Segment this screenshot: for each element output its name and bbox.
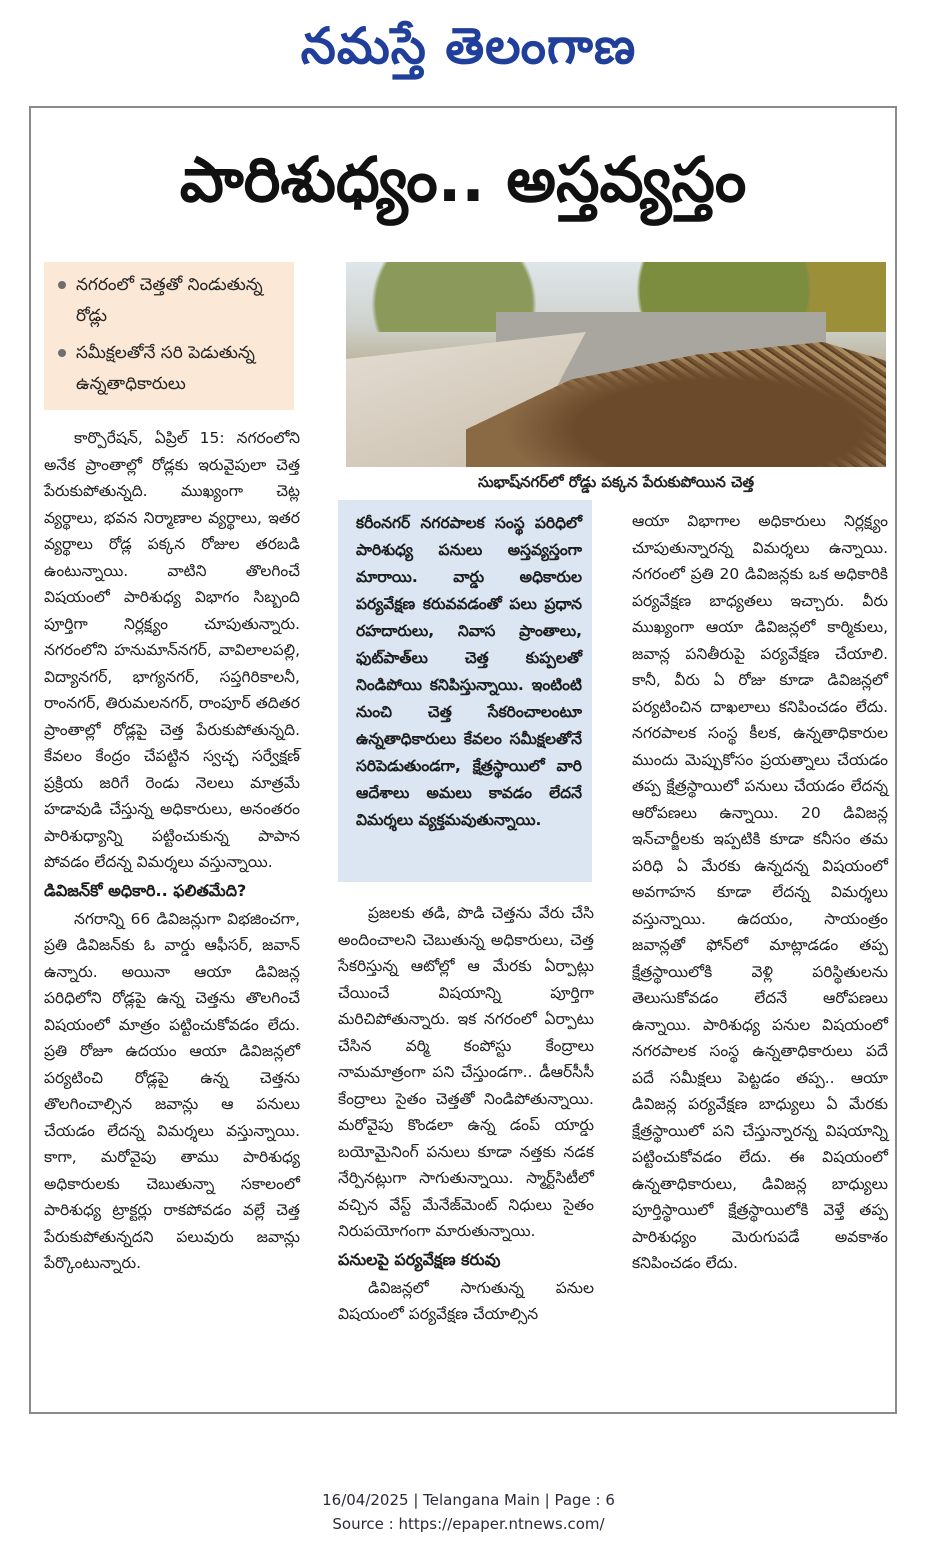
newspaper-masthead: నమస్తే తెలంగాణ bbox=[300, 17, 637, 75]
article-column-2 bbox=[338, 900, 594, 1390]
paragraph: కార్పొరేషన్‌, ఏప్రిల్‌ 15: నగరంలోని అనేక ప్రాంతాల్లో రోడ్లకు ఇరువైపులా చెత్త పేరుకుపోతున్నది. ముఖ్యంగా చెట్ల వ్యర్థాలు, భవన నిర్మాణాల వ్యర్థాలు, ఇతర వ్యర్థాలు రోడ్ల పక్కన రోజుల తరబడి ఉంటున్నాయి. వాటిని తొలగించే విషయంలో పారిశుధ్య విభాగం సిబ్బంది పూర్తిగా నిర్లక్ష్యం చూపుతున్నారు. నగరంలోని హనుమాన్‌నగర్‌, వావిలాలపల్లి, విద్యానగర్‌, భాగ్యనగర్‌, సప్తగిరికాలనీ, రాంనగర్‌, తిరుమలనగర్‌, రాంపూర్‌ తదితర ప్రాంతాల్లో రోడ్లపై చెత్త పేరుకుపోతున్నది. కేవలం కేంద్రం చేపట్టిన స్వచ్ఛ సర్వేక్షణ్‌ ప్రక్రియ జరిగే రెండు నెలలు మాత్రమే హడావుడి చేస్తున్న అధికారులు, అనంతరం పారిశుధ్యాన్ని పట్టించుకున్న పాపాన పోవడం లేదన్న విమర్శలు వస్తున్నాయి. bbox=[44, 429, 300, 871]
subheading: పనులపై పర్యవేక్షణ కరువు bbox=[338, 1249, 501, 1269]
bullet-item bbox=[58, 338, 286, 400]
bullet-dot-icon bbox=[58, 281, 66, 289]
bullet-text: నగరంలో చెత్తతో నిండుతున్న రోడ్లు bbox=[76, 275, 263, 326]
article-photo bbox=[346, 262, 886, 467]
paragraph: నగరాన్ని 66 డివిజన్లుగా విభజించగా, ప్రతి డివిజన్‌కు ఓ వార్డు ఆఫీసర్‌, జవాన్‌ ఉన్నారు. అయినా ఆయా డివిజన్ల పరిధిలోని రోడ్లపై ఉన్న చెత్తను తొలగించే విషయంలో మాత్రం పట్టించుకోవడం లేదు. ప్రతి రోజూ ఉదయం ఆయా డివిజన్లలో పర్యటించి రోడ్లపై ఉన్న చెత్తను తొలగించాల్సిన జవాన్లు ఆ పనులు చేయడం లేదన్న విమర్శలు వస్తున్నాయి. కాగా, మరోవైపు తాము పారిశుధ్య అధికారులకు చెబుతున్నా సకాలంలో పారిశుధ్య ట్రాక్టర్లు రాకపోవడం వల్లే చెత్త పేరుకుపోతున్నదని పలువురు జవాన్లు పేర్కొంటున్నారు. bbox=[44, 909, 300, 1272]
paragraph: ప్రజలకు తడి, పొడి చెత్తను వేరు చేసి అందించాలని చెబుతున్న అధికారులు, చెత్త సేకరిస్తున్న ఆటోల్లో ఆ మేరకు ఏర్పాట్లు చేయించే విషయాన్ని పూర్తిగా మరిచిపోతున్నారు. ఇక నగరంలో ఏర్పాటు చేసిన వర్మి కంపోస్టు కేంద్రాలు నామమాత్రంగా పని చేస్తుండగా.. డీఆర్‌సీసీ కేంద్రాలు సైతం చెత్తతో నిండిపోతున్నాయి. మరోవైపు కొండలా ఉన్న డంప్‌ యార్డు బయోమైనింగ్‌ పనులు కూడా నత్తకు నడక నేర్పినట్లుగా సాగుతున్నాయి. స్మార్ట్‌సిటీలో వచ్చిన వేస్ట్‌ మేనేజ్‌మెంట్‌ నిధులు సైతం నిరుపయోగంగా మారుతున్నాయి. bbox=[338, 904, 594, 1240]
article-column-1 bbox=[44, 425, 300, 1390]
bullet-item bbox=[58, 270, 286, 332]
bullet-text: సమీక్షలతోనే సరి పెడుతున్న ఉన్నతాధికారులు bbox=[76, 343, 255, 394]
page-footer bbox=[0, 1488, 937, 1536]
highlight-box: కరీంనగర్‌ నగరపాలక సంస్థ పరిధిలో పారిశుధ్య పనులు అస్తవ్యస్తంగా మారాయి. వార్డు అధికారుల పర్యవేక్షణ కరువవడంతో పలు ప్రధాన రహదారులు, నివాస ప్రాంతాలు, ఫుట్‌పాత్‌లు చెత్త కుప్పలతో నిండిపోయి కనిపిస్తున్నాయి. ఇంటింటి నుంచి చెత్త సేకరించాలంటూ ఉన్నతాధికారులు కేవలం సమీక్షలతోనే సరిపెడుతుండగా, క్షేత్రస్థాయిలో వారి ఆదేశాలు అమలు కావడం లేదనే విమర్శలు వ్యక్తమవుతున్నాయి. bbox=[338, 500, 592, 882]
paragraph: డివిజన్లలో సాగుతున్న పనుల విషయంలో పర్యవేక్షణ చేయాల్సిన bbox=[338, 1278, 594, 1323]
footer-source-link[interactable]: Source : https://epaper.ntnews.com/ bbox=[332, 1515, 605, 1533]
paragraph: ఆయా విభాగాల అధికారులు నిర్లక్ష్యం చూపుతున్నారన్న విమర్శలు ఉన్నాయి. నగరంలో ప్రతి 20 డివిజన్లకు ఒక అధికారికి పర్యవేక్షణ బాధ్యతలు ఇచ్చారు. వీరు ముఖ్యంగా ఆయా డివిజన్లలో కార్మికులు, జవాన్ల పనితీరుపై పర్యవేక్షణ చేయాలి. కానీ, వీరు ఏ రోజు కూడా డివిజన్లలో పర్యటించిన దాఖలాలు కనిపించడం లేదు. నగరపాలక సంస్థ కీలక, ఉన్నతాధికారుల ముందు మెప్పుకోసం ప్రయత్నాలు చేయడం తప్ప క్షేత్రస్థాయిలో పనులు చేయడం లేదన్న ఆరోపణలు ఉన్నాయి. 20 డివిజన్ల ఇన్‌చార్జీలకు ఇప్పటికి కూడా కనీసం తమ పరిధి ఏ మేరకు ఉన్నదన్న విషయంలో అవగాహన కూడా లేదన్న విమర్శలు వస్తున్నాయి. ఉదయం, సాయంత్రం జవాన్లతో ఫోన్‌లో మాట్లాడడం తప్ప క్షేత్రస్థాయిలోకి వెళ్లి పరిస్థితులను తెలుసుకోవడం లేదనే ఆరోపణలు ఉన్నాయి. పారిశుధ్య పనుల విషయంలో నగరపాలక సంస్థ ఉన్నతాధికారులు పదే పదే సమీక్షలు పెట్టడం తప్ప.. ఆయా డివిజన్ల పర్యవేక్షణ బాధ్యులు ఏ మేరకు క్షేత్రస్థాయిలో పని చేస్తున్నారన్న విషయాన్ని పట్టించుకోవడం లేదు. ఈ విషయంలో ఉన్నతాధికారులు, డివిజన్ల బాధ్యులు పూర్తిస్థాయిలో క్షేత్రస్థాయిలోకి వెళ్తే తప్ప పారిశుధ్యం మెరుగుపడే అవకాశం కనిపించడం లేదు. bbox=[632, 512, 888, 1272]
subheading: డివిజన్‌కో అధికారి.. ఫలితమేది? bbox=[44, 880, 247, 900]
photo-caption: సుభాష్‌నగర్‌లో రోడ్డు పక్కన పేరుకుపోయిన చెత్త bbox=[477, 473, 755, 491]
article-column-3 bbox=[632, 508, 888, 1390]
bullet-summary-box bbox=[44, 262, 294, 410]
footer-date-page: 16/04/2025 | Telangana Main | Page : 6 bbox=[322, 1491, 615, 1509]
article-headline: పారిశుధ్యం.. అస్తవ్యస్తం bbox=[179, 143, 747, 216]
bullet-dot-icon bbox=[58, 349, 66, 357]
